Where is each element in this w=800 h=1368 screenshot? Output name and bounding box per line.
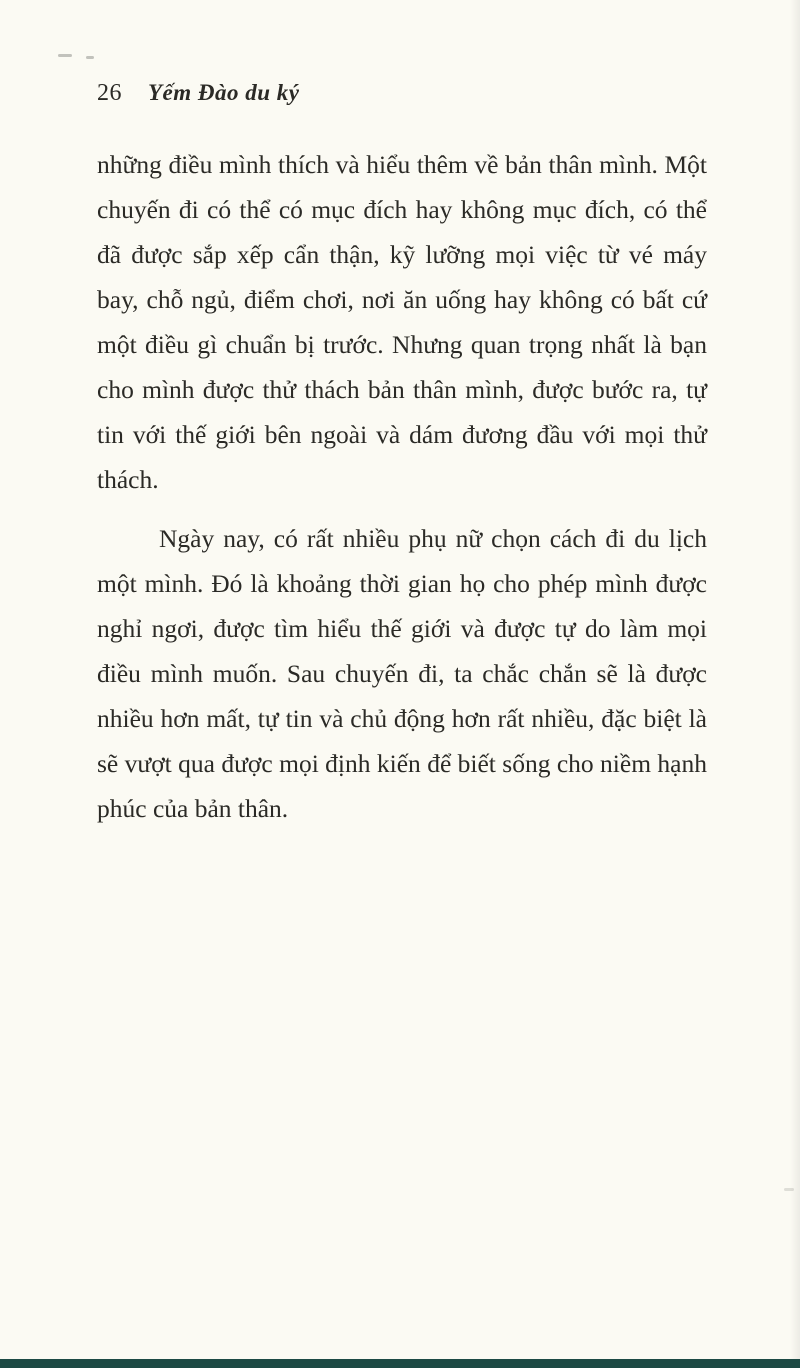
page-bottom-edge [0, 1359, 800, 1368]
running-title: Yếm Đào du ký [148, 80, 300, 105]
paragraph: Ngày nay, có rất nhiều phụ nữ chọn cách đi du lịch một mình. Đó là khoảng thời gian họ cho phép mình được nghỉ ngơi, được tìm hiểu thế giới và được tự do làm mọi điều mình muốn. Sau chuyến đi, ta chắc chắn sẽ là được nhiều hơn mất, tự tin và chủ động hơn rất nhiều, đặc biệt là sẽ vượt qua được mọi định kiến để biết sống cho niềm hạnh phúc của bản thân. [97, 524, 707, 823]
scan-speck [784, 1188, 794, 1191]
body-text [97, 142, 707, 831]
page-edge-shadow [790, 0, 800, 1368]
scan-speck [58, 54, 72, 57]
paragraph: những điều mình thích và hiểu thêm về bản thân mình. Một chuyến đi có thể có mục đích hay không mục đích, có thể đã được sắp xếp cẩn thận, kỹ lưỡng mọi việc từ vé máy bay, chỗ ngủ, điểm chơi, nơi ăn uống hay không có bất cứ một điều gì chuẩn bị trước. Nhưng quan trọng nhất là bạn cho mình được thử thách bản thân mình, được bước ra, tự tin với thế giới bên ngoài và dám đương đầu với mọi thử thách. [97, 150, 707, 494]
page-header [97, 80, 705, 107]
scan-speck [86, 56, 94, 59]
page-number: 26 [97, 80, 122, 106]
